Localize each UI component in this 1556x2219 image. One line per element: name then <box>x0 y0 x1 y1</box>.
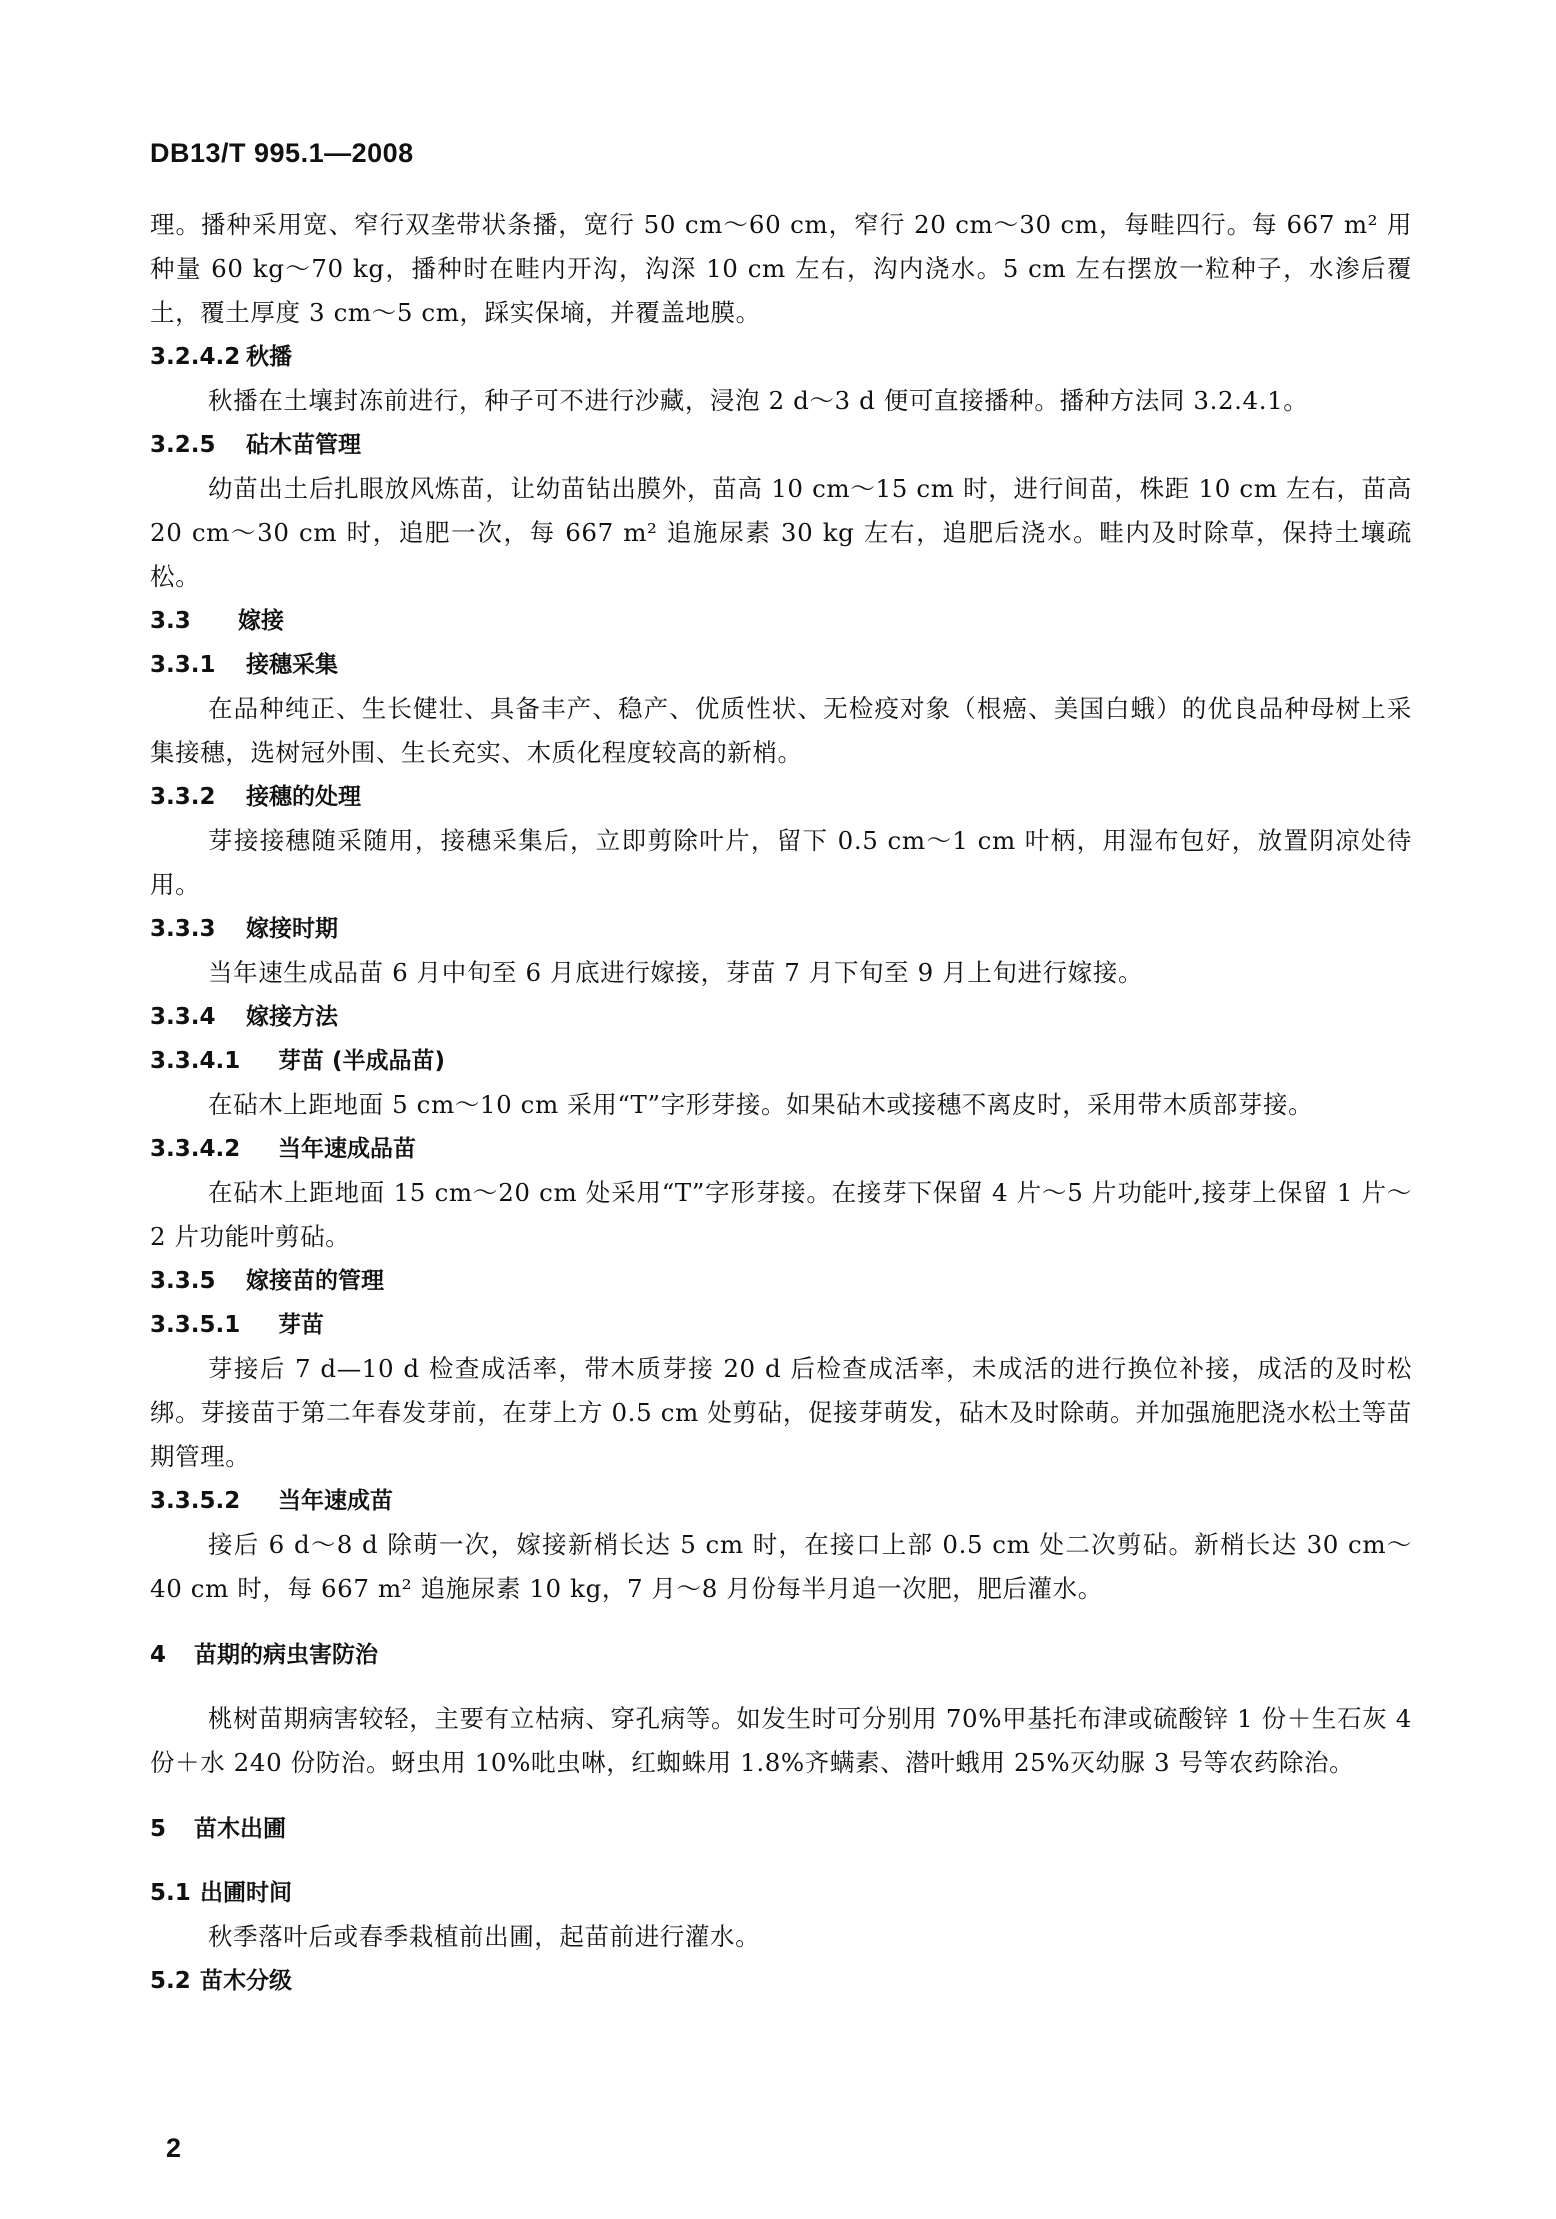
section-number: 3.2.5 <box>150 432 216 458</box>
section-title: 嫁接 <box>238 608 284 634</box>
section-number: 3.2.4.2 <box>150 344 241 370</box>
section-number: 3.3.5 <box>150 1268 216 1294</box>
section-heading <box>150 599 1412 643</box>
section-title: 嫁接时期 <box>246 916 338 942</box>
section-number: 3.3.4.1 <box>150 1048 241 1074</box>
section-heading <box>150 423 1412 467</box>
section-heading <box>150 1127 1412 1171</box>
paragraph: 秋季落叶后或春季栽植前出圃，起苗前进行灌水。 <box>208 1922 761 1951</box>
document-number: DB13/T 995.1—2008 <box>150 138 414 168</box>
section-title: 嫁接苗的管理 <box>246 1268 384 1294</box>
chapter-heading <box>150 1633 1412 1677</box>
section-heading <box>150 995 1412 1039</box>
section-title: 出圃时间 <box>200 1880 292 1906</box>
section-number: 5.1 <box>150 1880 191 1906</box>
chapter-number: 5 <box>150 1816 167 1842</box>
paragraph: 桃树苗期病害较轻，主要有立枯病、穿孔病等。如发生时可分别用 70%甲基托布津或硫酸锌 1 份＋生石灰 4 份＋水 240 份防治。蚜虫用 10%吡虫啉，红蜘蛛用 1.8%齐螨素、潜叶蛾用 25%灭幼脲 3 号等农药除治。 <box>150 1704 1412 1777</box>
paragraph: 芽接接穗随采随用，接穗采集后，立即剪除叶片，留下 0.5 cm～1 cm 叶柄，用湿布包好，放置阴凉处待用。 <box>150 826 1412 899</box>
section-number: 3.3.1 <box>150 652 216 678</box>
section-heading <box>150 643 1412 687</box>
section-heading <box>150 775 1412 819</box>
section-number: 3.3.5.2 <box>150 1488 241 1514</box>
section-heading <box>150 907 1412 951</box>
section-number: 3.3.3 <box>150 916 216 942</box>
section-heading <box>150 1479 1412 1523</box>
section-title: 芽苗 (半成品苗) <box>278 1048 446 1074</box>
section-heading <box>150 1259 1412 1303</box>
chapter-title: 苗期的病虫害防治 <box>194 1642 378 1668</box>
paragraph: 接后 6 d～8 d 除萌一次，嫁接新梢长达 5 cm 时，在接口上部 0.5 cm 处二次剪砧。新梢长达 30 cm～40 cm 时，每 667 m² 追施尿素 10 kg，7 月～8 月份每半月追一次肥，肥后灌水。 <box>150 1530 1413 1603</box>
section-heading <box>150 1871 1412 1915</box>
section-title: 苗木分级 <box>200 1968 292 1994</box>
section-title: 嫁接方法 <box>246 1004 338 1030</box>
paragraph: 芽接后 7 d—10 d 检查成活率，带木质芽接 20 d 后检查成活率，未成活的进行换位补接，成活的及时松绑。芽接苗于第二年春发芽前，在芽上方 0.5 cm 处剪砧，促接芽萌发，砧木及时除萌。并加强施肥浇水松土等苗期管理。 <box>150 1354 1412 1471</box>
section-number: 5.2 <box>150 1968 191 1994</box>
paragraph: 在砧木上距地面 15 cm～20 cm 处采用“T”字形芽接。在接芽下保留 4 片～5 片功能叶,接芽上保留 1 片～2 片功能叶剪砧。 <box>150 1178 1412 1251</box>
chapter-title: 苗木出圃 <box>194 1816 286 1842</box>
section-title: 砧木苗管理 <box>246 432 361 458</box>
chapter-number: 4 <box>150 1642 167 1668</box>
section-number: 3.3.4.2 <box>150 1136 241 1162</box>
section-heading <box>150 1039 1412 1083</box>
section-number: 3.3.4 <box>150 1004 216 1030</box>
section-heading <box>150 1959 1412 2003</box>
page-number: 2 <box>166 2133 182 2163</box>
section-number: 3.3 <box>150 608 191 634</box>
paragraph: 理。播种采用宽、窄行双垄带状条播，宽行 50 cm～60 cm，窄行 20 cm～30 cm，每畦四行。每 667 m² 用种量 60 kg～70 kg，播种时在畦内开沟，沟深 10 cm 左右，沟内浇水。5 cm 左右摆放一粒种子，水渗后覆土，覆土厚度 3 cm～5 cm，踩实保墒，并覆盖地膜。 <box>150 210 1412 327</box>
section-heading <box>150 335 1412 379</box>
chapter-heading <box>150 1807 1412 1851</box>
section-number: 3.3.2 <box>150 784 216 810</box>
section-title: 秋播 <box>246 344 292 370</box>
section-title: 当年速成苗 <box>278 1488 393 1514</box>
paragraph: 在砧木上距地面 5 cm～10 cm 采用“T”字形芽接。如果砧木或接穗不离皮时，采用带木质部芽接。 <box>208 1090 1314 1119</box>
paragraph: 在品种纯正、生长健壮、具备丰产、稳产、优质性状、无检疫对象（根癌、美国白蛾）的优良品种母树上采集接穗，选树冠外围、生长充实、木质化程度较高的新梢。 <box>150 694 1412 767</box>
section-title: 接穗的处理 <box>246 784 361 810</box>
document-body <box>150 203 1412 2003</box>
section-title: 接穗采集 <box>246 652 338 678</box>
paragraph: 幼苗出土后扎眼放风炼苗，让幼苗钻出膜外，苗高 10 cm～15 cm 时，进行间苗，株距 10 cm 左右，苗高 20 cm～30 cm 时，追肥一次，每 667 m² 追施尿素 30 kg 左右，追肥后浇水。畦内及时除草，保持土壤疏松。 <box>150 474 1412 591</box>
paragraph: 秋播在土壤封冻前进行，种子可不进行沙藏，浸泡 2 d～3 d 便可直接播种。播种方法同 3.2.4.1。 <box>208 386 1309 415</box>
section-title: 当年速成品苗 <box>278 1136 416 1162</box>
section-heading <box>150 1303 1412 1347</box>
section-number: 3.3.5.1 <box>150 1312 241 1338</box>
section-title: 芽苗 <box>278 1312 324 1338</box>
paragraph: 当年速生成品苗 6 月中旬至 6 月底进行嫁接，芽苗 7 月下旬至 9 月上旬进行嫁接。 <box>208 958 1144 987</box>
